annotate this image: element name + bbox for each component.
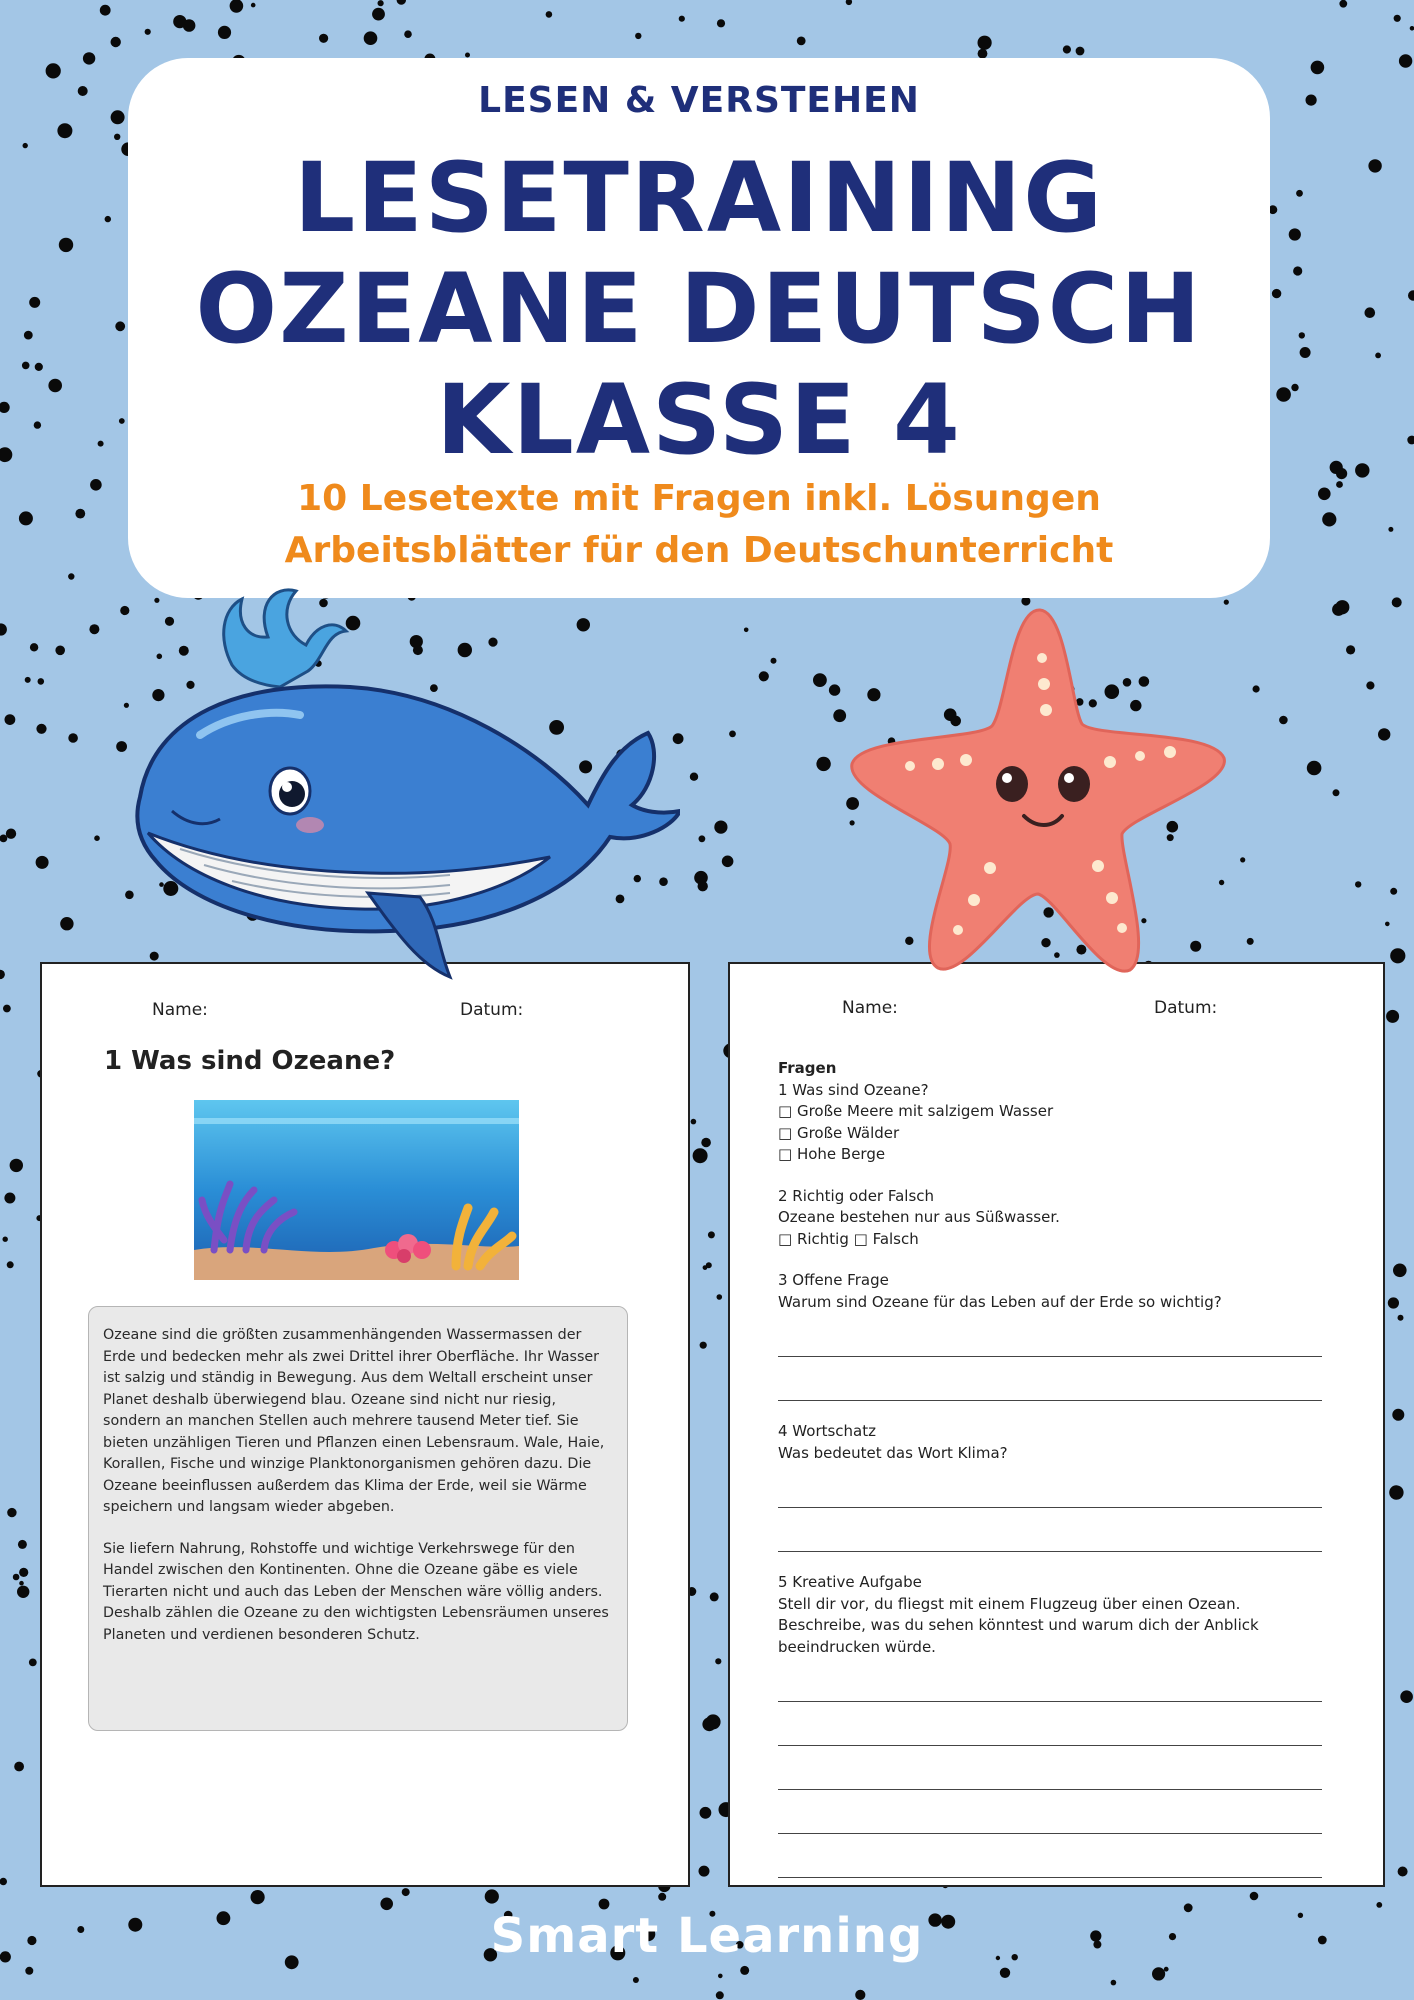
question-block <box>778 1572 1318 1878</box>
answer-writing-line[interactable] <box>778 1508 1322 1552</box>
background-dot <box>111 37 121 47</box>
background-dot <box>1346 645 1355 654</box>
background-dot <box>717 1294 723 1300</box>
background-dot <box>978 36 992 50</box>
background-dot <box>465 53 470 58</box>
background-dot <box>1276 387 1291 402</box>
answer-writing-line[interactable] <box>778 1313 1322 1357</box>
background-dot <box>1407 436 1414 445</box>
background-dot <box>744 628 749 633</box>
background-dot <box>1152 1967 1165 1980</box>
background-dot <box>722 856 734 868</box>
background-dot <box>690 773 698 781</box>
background-dot <box>364 31 378 45</box>
background-dot <box>35 363 43 371</box>
kicker-label: LESEN & VERSTEHEN <box>478 80 920 121</box>
background-dot <box>855 1990 865 2000</box>
background-dot <box>94 835 100 841</box>
question-block <box>778 1080 1318 1166</box>
background-dot <box>1333 789 1340 796</box>
background-dot <box>703 1265 708 1270</box>
background-dot <box>89 624 99 634</box>
background-dot <box>83 52 95 64</box>
background-dot <box>319 34 328 43</box>
background-dot <box>38 678 45 685</box>
background-dot <box>0 402 10 413</box>
background-dot <box>1390 948 1405 963</box>
background-dot <box>29 1659 37 1667</box>
background-dot <box>7 1508 16 1517</box>
background-dot <box>90 479 102 491</box>
background-dot <box>230 0 244 13</box>
background-dot <box>4 714 15 725</box>
background-dot <box>699 1866 710 1877</box>
background-dot <box>1398 1315 1404 1321</box>
background-dot <box>1355 463 1369 477</box>
background-dot <box>1240 857 1245 862</box>
background-dot <box>708 1231 715 1238</box>
reading-text-box <box>88 1306 628 1731</box>
background-dot <box>114 134 120 140</box>
question-list <box>778 1058 1318 1898</box>
background-dot <box>1111 1980 1117 1986</box>
background-dot <box>797 37 806 46</box>
background-dot <box>402 1888 410 1896</box>
question-line: Warum sind Ozeane für das Leben auf der Erde so wichtig? <box>778 1292 1222 1311</box>
background-dot <box>1253 685 1260 692</box>
answer-writing-line[interactable] <box>778 1834 1322 1878</box>
question-line: □ Hohe Berge <box>778 1145 886 1163</box>
question-title: 2 Richtig oder Falsch <box>778 1186 935 1205</box>
background-dot <box>372 8 385 21</box>
background-dot <box>1279 716 1288 725</box>
background-dot <box>700 1807 712 1819</box>
title-card <box>128 58 1270 598</box>
background-dot <box>635 33 641 39</box>
background-dot <box>1400 1690 1413 1703</box>
subtitle-line-1: 10 Lesetexte mit Fragen inkl. Lösungen <box>297 478 1101 519</box>
background-dot <box>10 1159 23 1172</box>
background-dot <box>1000 1968 1010 1978</box>
background-dot <box>1375 353 1381 359</box>
background-dot <box>6 829 16 839</box>
background-dot <box>1388 527 1393 532</box>
date-label: Datum: <box>1154 998 1218 1018</box>
background-dot <box>59 238 73 252</box>
background-dot <box>1368 159 1381 172</box>
background-dot <box>19 511 33 525</box>
background-dot <box>18 1540 27 1549</box>
question-block <box>778 1186 1318 1251</box>
background-dot <box>1339 0 1347 8</box>
background-dot <box>68 573 74 579</box>
background-dot <box>698 881 708 891</box>
background-dot <box>771 658 777 664</box>
background-dot <box>710 1592 719 1601</box>
background-dot <box>1306 95 1317 106</box>
background-dot <box>98 441 104 447</box>
background-dot <box>100 5 111 16</box>
starfish-illustration <box>840 598 1240 978</box>
background-dot <box>1388 1297 1399 1308</box>
background-dot <box>19 1581 24 1586</box>
background-dot <box>218 26 231 39</box>
background-dot <box>378 0 384 6</box>
title-line-2: OZEANE DEUTSCH <box>195 253 1203 365</box>
background-dot <box>145 29 151 35</box>
background-dot <box>1311 61 1325 75</box>
background-dot <box>718 1974 723 1979</box>
worksheet-text-page <box>40 962 690 1887</box>
background-dot <box>36 856 49 869</box>
background-dot <box>1063 45 1071 53</box>
background-dot <box>29 297 40 308</box>
background-dot <box>17 1586 29 1598</box>
background-dot <box>846 0 852 5</box>
background-dot <box>0 1878 7 1885</box>
ocean-floor-image <box>194 1100 519 1280</box>
background-dot <box>1164 1967 1169 1972</box>
background-dot <box>729 731 736 738</box>
background-dot <box>1355 881 1361 887</box>
background-dot <box>1366 681 1374 689</box>
background-dot <box>691 1119 697 1125</box>
subtitle-line-2: Arbeitsblätter für den Deutschunterricht <box>284 530 1114 571</box>
background-dot <box>25 1967 33 1975</box>
question-block <box>778 1270 1318 1401</box>
background-dot <box>75 509 85 519</box>
background-dot <box>740 1966 749 1975</box>
reading-paragraph-1: Ozeane sind die größten zusammenhängenden Wassermassen der Erde und bedecken mehr als zwei Drittel ihrer Oberfläche. Ihr Wasser ist salzig und ständig in Bewegung. Aus dem Weltall erscheint unser Planet deshalb überwiegend blau. Ozeane sind nicht nur riesig, sondern an manchen Stellen auch mehrere tausend Meter tief. Sie bieten unzähligen Tieren und Pflanzen einen Lebensraum. Wale, Haie, Korallen, Fische und winzige Planktonorganismen gehören dazu. Die Ozeane beeinflussen außerdem das Klima der Erde, weil sie Wärme speichern und langsam wieder abgeben. <box>103 1327 605 1515</box>
brand-logo: Smart Learning <box>490 1908 924 1964</box>
question-line: Stell dir vor, du fliegst mit einem Flugzeug über einen Ozean. Beschreibe, was du sehen könntest und warum dich der Anblick beeindrucken würde. <box>778 1594 1259 1656</box>
answer-writing-line[interactable] <box>778 1464 1322 1508</box>
background-dot <box>706 1714 721 1729</box>
answer-writing-line[interactable] <box>778 1658 1322 1702</box>
background-dot <box>119 418 125 424</box>
name-label: Name: <box>152 1000 208 1020</box>
background-dot <box>105 216 111 222</box>
background-dot <box>14 1762 24 1772</box>
background-dot <box>55 646 65 656</box>
reading-paragraph-2: Sie liefern Nahrung, Rohstoffe und wichtige Verkehrswege für den Handel zwischen den Kontinenten. Ohne die Ozeane gäbe es viele Tierarten nicht und auch das Leben der Menschen wäre völlig anders. Deshalb zählen die Ozeane zu den wichtigsten Lebensräumen unseres Planeten und verdienen besonderen Schutz. <box>103 1540 609 1643</box>
name-label: Name: <box>842 998 898 1018</box>
background-dot <box>24 331 33 340</box>
background-dot <box>658 1893 666 1901</box>
background-dot <box>1299 332 1305 338</box>
background-dot <box>700 1342 707 1349</box>
background-dot <box>1410 26 1414 31</box>
background-dot <box>1376 1902 1382 1908</box>
background-dot <box>0 970 5 979</box>
background-dot <box>68 733 78 743</box>
background-dot <box>679 16 685 22</box>
background-dot <box>717 19 725 27</box>
background-dot <box>693 1148 708 1163</box>
background-dot <box>1318 488 1331 501</box>
question-line: □ Richtig □ Falsch <box>778 1229 919 1248</box>
whale-illustration <box>120 575 680 1005</box>
title-line-3: KLASSE 4 <box>436 364 962 476</box>
background-dot <box>1390 888 1397 895</box>
questions-heading: Fragen <box>778 1059 837 1077</box>
background-dot <box>251 1890 265 1904</box>
background-dot <box>397 0 406 5</box>
background-dot <box>25 677 31 683</box>
background-dot <box>1392 597 1402 607</box>
background-dot <box>1365 307 1376 318</box>
background-dot <box>60 917 73 930</box>
background-dot <box>48 379 62 393</box>
answer-writing-line[interactable] <box>778 1746 1322 1790</box>
background-dot <box>4 1193 15 1204</box>
background-dot <box>1247 938 1254 945</box>
background-dot <box>57 123 72 138</box>
question-line: □ Große Wälder <box>778 1123 900 1142</box>
date-label: Datum: <box>460 1000 524 1020</box>
background-dot <box>1378 728 1390 740</box>
title-line-1: LESETRAINING <box>293 142 1105 254</box>
background-dot <box>7 1261 14 1268</box>
background-dot <box>714 821 727 834</box>
background-dot <box>701 1138 711 1148</box>
background-dot <box>404 30 412 38</box>
question-title: 5 Kreative Aufgabe <box>778 1573 922 1591</box>
background-dot <box>1385 922 1390 927</box>
background-dot <box>23 143 28 148</box>
background-dot <box>22 362 30 370</box>
background-dot <box>0 623 7 635</box>
background-dot <box>19 1568 28 1577</box>
background-dot <box>1076 47 1085 56</box>
background-dot <box>1293 266 1302 275</box>
background-dot <box>1399 54 1412 67</box>
background-dot <box>1408 290 1414 300</box>
background-dot <box>36 724 46 734</box>
background-dot <box>78 86 88 96</box>
background-dot <box>2 1237 7 1242</box>
background-dot <box>485 1889 499 1903</box>
background-dot <box>716 1991 724 1999</box>
background-dot <box>3 1005 11 1013</box>
background-dot <box>1336 481 1343 488</box>
question-block <box>778 1421 1318 1552</box>
background-dot <box>816 757 830 771</box>
background-dot <box>1389 1485 1403 1499</box>
background-dot <box>46 63 61 78</box>
background-dot <box>1398 1867 1408 1877</box>
question-title: 3 Offene Frage <box>778 1271 889 1289</box>
background-dot <box>30 643 38 651</box>
background-dot <box>1322 512 1336 526</box>
question-line: □ Große Meere mit salzigem Wasser <box>778 1102 1054 1120</box>
answer-writing-line[interactable] <box>778 1790 1322 1834</box>
background-dot <box>813 673 827 687</box>
background-dot <box>1394 15 1401 22</box>
background-dot <box>1289 228 1301 240</box>
background-dot <box>251 3 256 8</box>
background-dot <box>1386 1010 1399 1023</box>
background-dot <box>0 447 12 462</box>
background-dot <box>829 684 840 695</box>
background-dot <box>1336 468 1347 479</box>
background-dot <box>1307 761 1322 776</box>
background-dot <box>1332 603 1345 616</box>
question-title: 4 Wortschatz <box>778 1422 877 1440</box>
background-dot <box>1291 384 1298 391</box>
answer-writing-line[interactable] <box>778 1357 1322 1401</box>
background-dot <box>1300 347 1311 358</box>
background-dot <box>1272 289 1281 298</box>
background-dot <box>699 835 706 842</box>
background-dot <box>34 421 41 428</box>
background-dot <box>759 671 769 681</box>
background-dot <box>715 1658 721 1664</box>
question-line: Was bedeutet das Wort Klima? <box>778 1443 1008 1462</box>
background-dot <box>1392 1409 1404 1421</box>
question-title: 1 Was sind Ozeane? <box>778 1080 929 1099</box>
question-line: Ozeane bestehen nur aus Süßwasser. <box>778 1208 1060 1226</box>
background-dot <box>173 15 186 28</box>
background-dot <box>1296 190 1303 197</box>
background-dot <box>13 1574 20 1581</box>
background-dot <box>546 11 553 18</box>
worksheet-questions-page <box>728 962 1385 1887</box>
background-dot <box>1393 1264 1407 1278</box>
reading-title: 1 Was sind Ozeane? <box>104 1046 396 1076</box>
answer-writing-line[interactable] <box>778 1702 1322 1746</box>
background-dot <box>111 110 125 124</box>
background-dot <box>115 321 125 331</box>
background-dot <box>633 1977 639 1983</box>
